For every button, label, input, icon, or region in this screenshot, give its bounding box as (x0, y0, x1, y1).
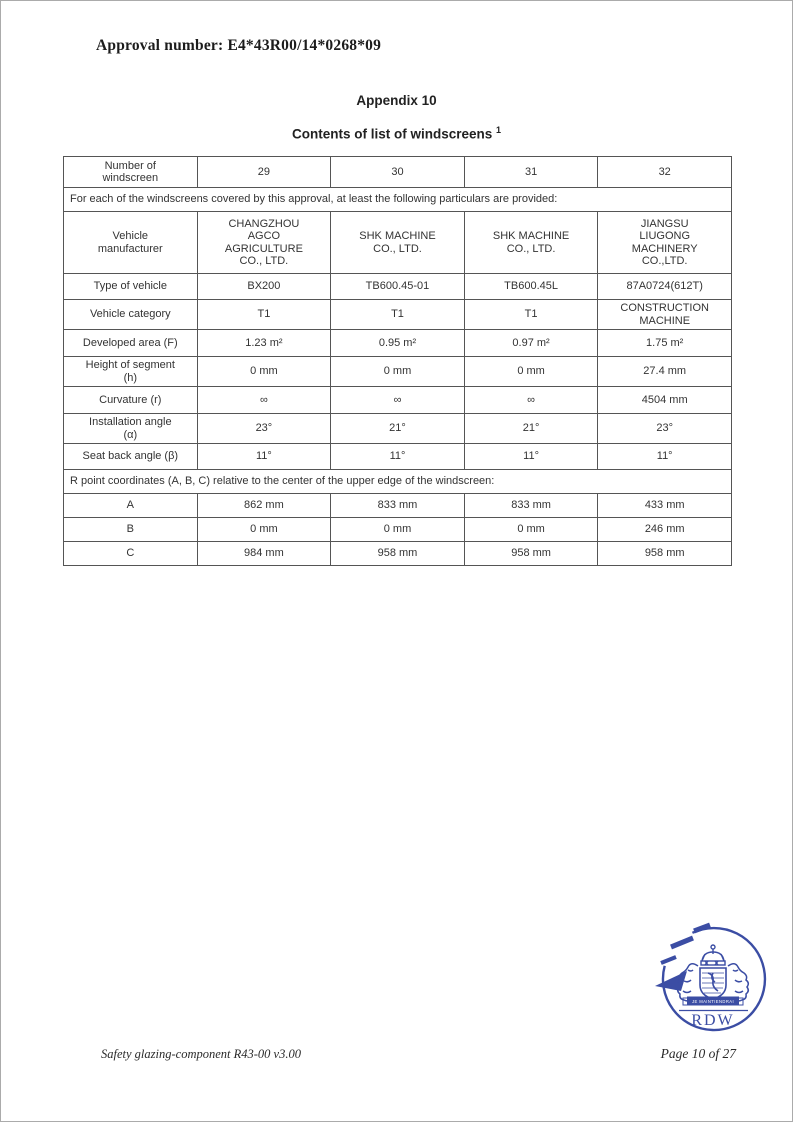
column-header: 30 (331, 157, 465, 188)
stamp-motto: JE MAINTIENDRAI (691, 999, 735, 1004)
value-cell: 958 mm (464, 542, 598, 566)
value-cell: 0 mm (197, 518, 331, 542)
row-label: Seat back angle (β) (64, 444, 198, 470)
value-cell: 23° (197, 414, 331, 444)
row-label: Vehicle manufacturer (64, 212, 198, 274)
approval-number-value: E4*43R00/14*0268*09 (227, 37, 382, 54)
footnote-marker: 1 (496, 125, 502, 135)
value-cell: 11° (464, 444, 598, 470)
value-cell: ∞ (197, 387, 331, 414)
value-cell: 433 mm (598, 494, 732, 518)
value-cell: ∞ (464, 387, 598, 414)
row-type-of-vehicle (64, 274, 732, 300)
value-cell: 11° (331, 444, 465, 470)
footer-page-number: Page 10 of 27 (660, 1046, 736, 1061)
value-cell: T1 (197, 300, 331, 330)
value-cell: 11° (197, 444, 331, 470)
corner-label: Number of windscreen (64, 157, 198, 188)
row-seat-back-angle (64, 444, 732, 470)
value-cell: CHANGZHOU AGCO AGRICULTURE CO., LTD. (197, 212, 331, 274)
note-particulars: For each of the windscreens covered by this approval, at least the following particulars are provided: (64, 188, 732, 212)
value-cell: 21° (464, 414, 598, 444)
row-label: Installation angle (α) (64, 414, 198, 444)
value-cell: 0 mm (464, 518, 598, 542)
approval-number-label: Approval number: (96, 37, 224, 54)
windscreen-table (63, 156, 732, 566)
value-cell: 27.4 mm (598, 357, 732, 387)
page-title (1, 125, 792, 142)
row-label: Height of segment (h) (64, 357, 198, 387)
value-cell: 0 mm (331, 357, 465, 387)
row-label: Developed area (F) (64, 330, 198, 357)
note-r-point: R point coordinates (A, B, C) relative to the center of the upper edge of the windscreen: (64, 470, 732, 494)
row-vehicle-manufacturer (64, 212, 732, 274)
value-cell: T1 (464, 300, 598, 330)
value-cell: 958 mm (331, 542, 465, 566)
value-cell: T1 (331, 300, 465, 330)
row-number-of-windscreen (64, 157, 732, 188)
value-cell: 862 mm (197, 494, 331, 518)
row-label: Type of vehicle (64, 274, 198, 300)
value-cell: 23° (598, 414, 732, 444)
value-cell: JIANGSU LIUGONG MACHINERY CO.,LTD. (598, 212, 732, 274)
column-header: 31 (464, 157, 598, 188)
value-cell: 1.23 m² (197, 330, 331, 357)
row-coordinate-a (64, 494, 732, 518)
row-label: Curvature (r) (64, 387, 198, 414)
footer-document-version: Safety glazing-component R43-00 v3.00 (101, 1047, 301, 1061)
value-cell: BX200 (197, 274, 331, 300)
value-cell: 4504 mm (598, 387, 732, 414)
value-cell: 833 mm (464, 494, 598, 518)
row-label: B (64, 518, 198, 542)
row-height-of-segment (64, 357, 732, 387)
value-cell: 0 mm (331, 518, 465, 542)
value-cell: 833 mm (331, 494, 465, 518)
row-label: Vehicle category (64, 300, 198, 330)
value-cell: TB600.45-01 (331, 274, 465, 300)
value-cell: CONSTRUCTION MACHINE (598, 300, 732, 330)
value-cell: 0 mm (464, 357, 598, 387)
value-cell: 246 mm (598, 518, 732, 542)
row-label: A (64, 494, 198, 518)
row-label: C (64, 542, 198, 566)
value-cell: 0.97 m² (464, 330, 598, 357)
value-cell: 87A0724(612T) (598, 274, 732, 300)
stamp-org: RDW (691, 1012, 735, 1029)
column-header: 32 (598, 157, 732, 188)
row-vehicle-category (64, 300, 732, 330)
rdw-stamp-icon (653, 921, 771, 1036)
note-r-point-row (64, 470, 732, 494)
row-coordinate-c (64, 542, 732, 566)
value-cell: SHK MACHINE CO., LTD. (464, 212, 598, 274)
value-cell: TB600.45L (464, 274, 598, 300)
value-cell: 0 mm (197, 357, 331, 387)
value-cell: 21° (331, 414, 465, 444)
rdw-stamp (653, 921, 771, 1036)
approval-number (96, 37, 381, 55)
page-title-text: Contents of list of windscreens (291, 126, 493, 142)
value-cell: 11° (598, 444, 732, 470)
value-cell: 1.75 m² (598, 330, 732, 357)
value-cell: ∞ (331, 387, 465, 414)
value-cell: SHK MACHINE CO., LTD. (331, 212, 465, 274)
row-coordinate-b (64, 518, 732, 542)
row-developed-area (64, 330, 732, 357)
value-cell: 0.95 m² (331, 330, 465, 357)
appendix-title: Appendix 10 (356, 93, 437, 108)
value-cell: 984 mm (197, 542, 331, 566)
row-curvature (64, 387, 732, 414)
note-particulars-row (64, 188, 732, 212)
value-cell: 958 mm (598, 542, 732, 566)
column-header: 29 (197, 157, 331, 188)
row-installation-angle (64, 414, 732, 444)
